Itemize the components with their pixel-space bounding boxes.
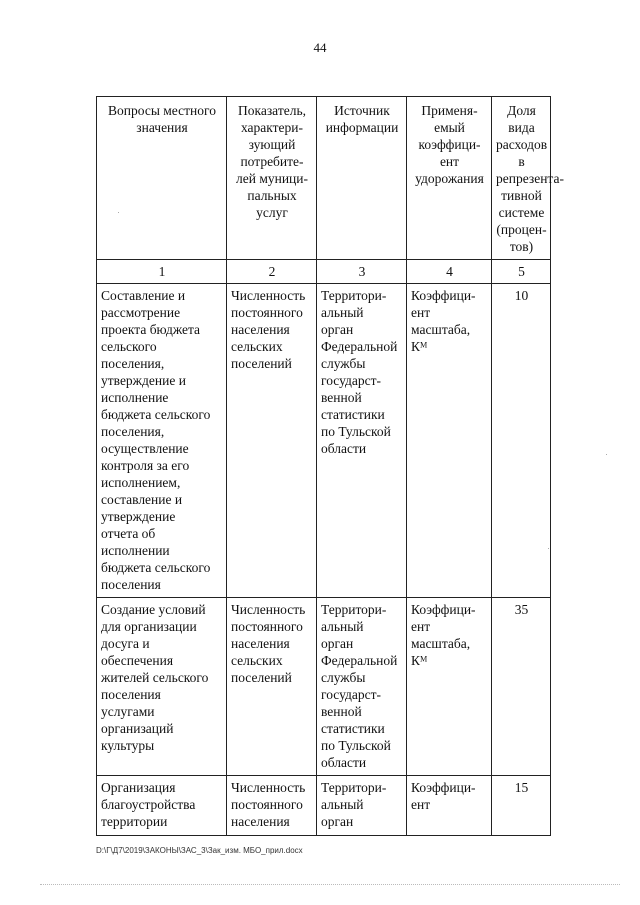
- scan-speck: [548, 548, 549, 549]
- scan-artifact-line: [40, 884, 620, 889]
- cell-share: 10: [492, 284, 551, 598]
- cell-source: Территори- альный орган: [317, 776, 407, 836]
- cell-question: Организация благоустройства территории: [97, 776, 227, 836]
- header-local-issues: Вопросы местного значения: [97, 97, 227, 260]
- cell-source: Территори- альный орган Федеральной службы государст- венной статистики по Тульской области: [317, 598, 407, 776]
- table-row: [97, 598, 551, 776]
- table-header-row: [97, 97, 551, 260]
- table-row: [97, 776, 551, 836]
- table-row: [97, 284, 551, 598]
- header-indicator: Показатель, характери- зующий потребите- лей муници- пальных услуг: [227, 97, 317, 260]
- column-number: 5: [492, 260, 551, 284]
- cell-coefficient: Коэффици- ент масштаба, Кᴹ: [407, 598, 492, 776]
- scan-speck: [118, 212, 119, 213]
- cell-indicator: Численность постоянного населения: [227, 776, 317, 836]
- column-number: 2: [227, 260, 317, 284]
- column-number: 4: [407, 260, 492, 284]
- cell-coefficient: Коэффици- ент: [407, 776, 492, 836]
- expense-share-table: [96, 96, 564, 836]
- cell-indicator: Численность постоянного населения сельских поселений: [227, 598, 317, 776]
- cell-question: Составление и рассмотрение проекта бюджета сельского поселения, утверждение и исполнение бюджета сельского поселения, осуществление контроля за его исполнением, составление и утверждение отчета об исполнении бюджета сельского поселения: [97, 284, 227, 598]
- header-source: Источник информации: [317, 97, 407, 260]
- page-number: 44: [313, 40, 327, 55]
- header-expense-share: Доля вида расходов в репрезента- тивной системе (процен- тов): [492, 97, 551, 260]
- scan-speck: [606, 454, 607, 455]
- cell-indicator: Численность постоянного населения сельских поселений: [227, 284, 317, 598]
- cell-question: Создание условий для организации досуга и обеспечения жителей сельского поселения услугами организаций культуры: [97, 598, 227, 776]
- column-number: 1: [97, 260, 227, 284]
- cell-share: 35: [492, 598, 551, 776]
- cell-coefficient: Коэффици- ент масштаба, Кᴹ: [407, 284, 492, 598]
- column-number: 3: [317, 260, 407, 284]
- column-number-row: [97, 260, 551, 284]
- header-coefficient: Применя- емый коэффици- ент удорожания: [407, 97, 492, 260]
- document-file-path: D:\Г\Д7\2019\ЗАКОНЫ\ЗАС_3\Зак_изм. МБО_прил.docx: [96, 846, 303, 855]
- cell-source: Территори- альный орган Федеральной службы государст- венной статистики по Тульской области: [317, 284, 407, 598]
- cell-share: 15: [492, 776, 551, 836]
